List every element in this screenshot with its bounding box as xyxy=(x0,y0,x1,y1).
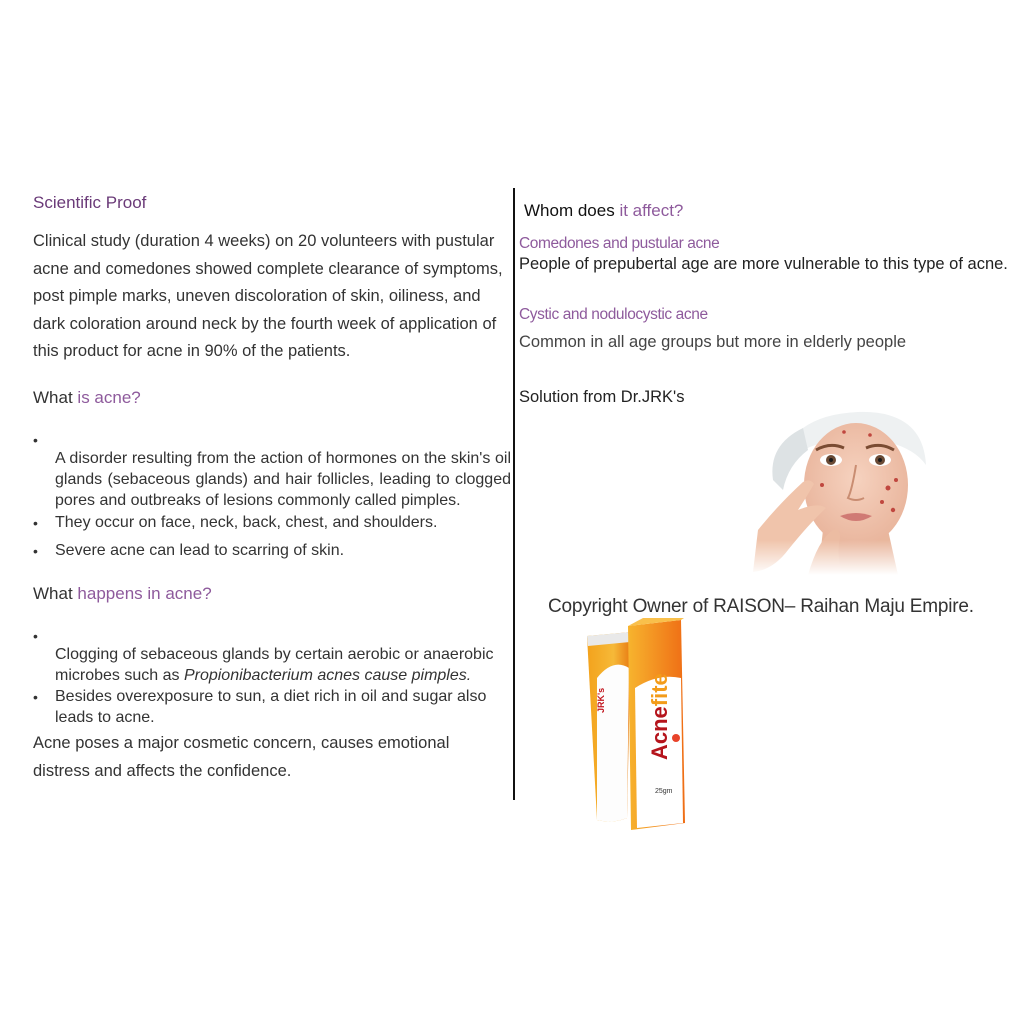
heading-highlight: it affect? xyxy=(619,201,684,220)
acne-causes-list xyxy=(33,626,503,728)
list-item-text: Clogging of sebaceous glands by certain aerobic or anaerobic microbes such as xyxy=(55,646,494,684)
acne-type-2-body: Common in all age groups but more in elderly people xyxy=(519,333,907,351)
what-happens-heading xyxy=(33,584,212,604)
bullet: • xyxy=(33,689,38,705)
bullet: • xyxy=(33,628,38,644)
product-name-part: Acne xyxy=(647,706,672,760)
solution-heading: Solution from Dr.JRK's xyxy=(519,388,685,406)
acne-definition-list xyxy=(33,430,511,561)
list-item xyxy=(33,430,511,511)
what-is-acne-heading xyxy=(33,388,141,408)
heading-prefix: What xyxy=(33,584,73,603)
column-divider xyxy=(513,188,515,800)
list-item-text: Severe acne can lead to scarring of skin. xyxy=(55,542,345,559)
acne-type-1-title: Comedones and pustular acne xyxy=(519,235,720,252)
heading-prefix: What xyxy=(33,388,73,407)
tube-brand-label xyxy=(596,633,606,713)
product-name-part: fite xyxy=(647,673,672,707)
box-product-name xyxy=(647,640,673,760)
bullet: • xyxy=(33,543,38,559)
acnefite-product-image xyxy=(583,618,688,830)
list-item-italic-text: Propionibacterium acnes cause pimples. xyxy=(183,667,472,684)
acne-type-2-title: Cystic and nodulocystic acne xyxy=(519,306,708,323)
heading-prefix: Whom does xyxy=(524,201,615,220)
bullet: • xyxy=(33,515,38,531)
list-item xyxy=(33,626,503,686)
acne-type-1-body: People of prepubertal age are more vulnerable to this type of acne. xyxy=(519,255,1008,273)
brand-text: JRK's xyxy=(596,687,606,713)
list-item-text: Besides overexposure to sun, a diet rich in oil and sugar also leads to acne. xyxy=(55,688,487,726)
scientific-proof-body: Clinical study (duration 4 weeks) on 20 volunteers with pustular acne and comedones showed complete clearance of symptoms, post pimple marks, uneven discoloration of skin, oiliness, and dark coloration around neck by the fourth week of application of this product for acne in 90% of the patients. xyxy=(33,232,503,360)
list-item xyxy=(33,540,511,561)
list-item-text: A disorder resulting from the action of hormones on the skin's oil glands (sebaceous glands) and hair follicles, leading to clogged pores and outbreaks of lesions commonly called pimples. xyxy=(55,450,511,509)
list-item xyxy=(33,686,503,728)
heading-highlight: happens in acne? xyxy=(77,584,212,603)
conclusion-text: Acne poses a major cosmetic concern, causes emotional distress and affects the confidence. xyxy=(33,734,450,780)
list-item-text: They occur on face, neck, back, chest, and shoulders. xyxy=(55,514,438,531)
acne-face-photo xyxy=(748,410,948,575)
bullet: • xyxy=(33,432,38,448)
product-weight: 25gm xyxy=(655,788,673,795)
whom-affect-heading xyxy=(524,201,683,221)
copyright-notice: Copyright Owner of RAISON– Raihan Maju Empire. xyxy=(548,596,974,617)
list-item xyxy=(33,512,511,533)
scientific-proof-heading: Scientific Proof xyxy=(33,193,147,212)
heading-highlight: is acne? xyxy=(77,388,141,407)
